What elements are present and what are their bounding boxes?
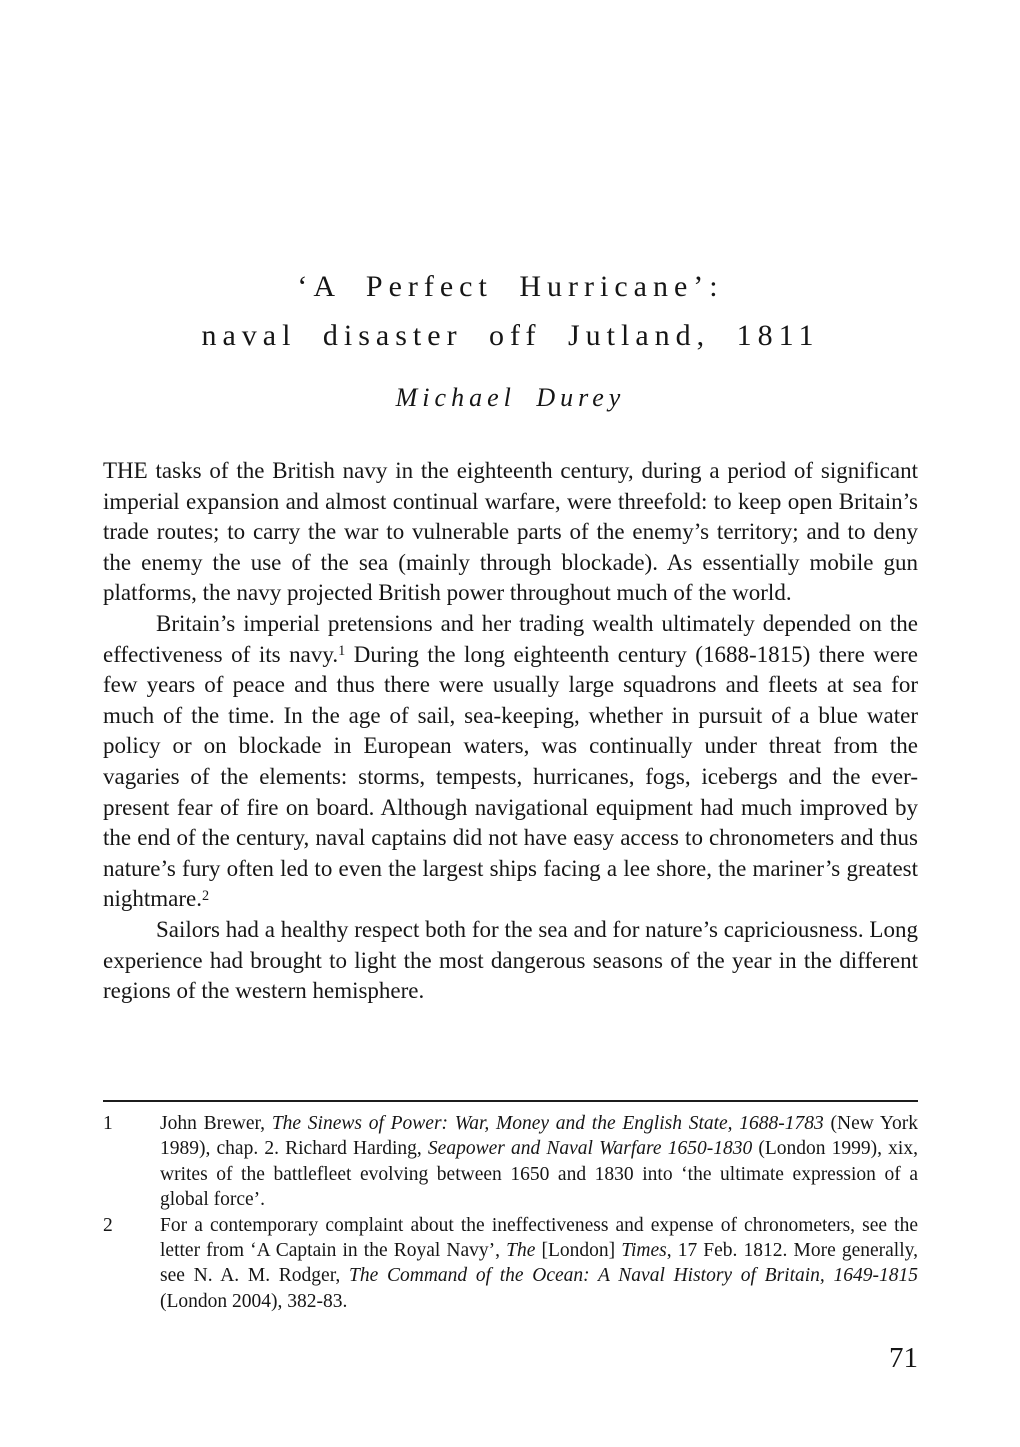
article-author: Michael Durey [395,383,626,412]
footnote-1-number: 1 [103,1113,113,1134]
footnote-1-seg4: (London 1999), xix, writes of the battlefleet evolving between 1650 and 1830 into ‘the ultimate expression of a global force’. [160,1138,918,1211]
footnote-ref-1: 1 [338,643,346,660]
article-title-line1: ‘A Perfect Hurricane’: [297,270,724,303]
footnote-2-seg2: [London] [535,1240,622,1262]
paragraph-2 [103,609,918,915]
paragraph-1-text: THE tasks of the British navy in the eighteenth century, during a period of significant imperial expansion and almost continual warfare, were threefold: to keep open Britain’s trade routes; to carry the war to vulnerable parts of the enemy’s territory; and to deny the enemy the use of the sea (mainly through blockade). As essentially mobile gun platforms, the navy projected British power throughout much of the world. [103,458,918,606]
footnote-item-1 [103,1111,918,1213]
paragraph-3-text: Sailors had a healthy respect both for the sea and for nature’s capriciousness. Long experience had brought to light the most dangerous seasons of the year in the different regions of the western hemisphere. [103,916,918,1004]
footnote-1-text [160,1111,918,1213]
article-title [103,262,918,360]
footnote-1-seg0: John Brewer, [160,1113,272,1134]
paragraph-1 [103,456,918,609]
footnote-2-seg6: (London 2004), 382-83. [160,1290,348,1312]
footnote-2-seg0: For a contemporary complaint about the ineffectiveness and expense of chronometers, see the letter from ‘A Captain in the Royal Navy’, [160,1214,918,1262]
page-number: 71 [889,1342,918,1374]
footnote-2-journal-the: The [506,1240,536,1262]
paragraph-2-text-b: During the long eighteenth century (1688-1815) there were few years of peace and thus there were usually large squadrons and fleets at sea for much of the time. In the age of sail, sea-keeping, whether in pursuit of a blue water policy or on blockade in European waters, was continually under threat from the vagaries of the elements: storms, tempests, hurricanes, fogs, icebergs and the ever-present fear of fire on board. Although navigational equipment had much improved by the end of the century, naval captains did not have easy access to chronometers and thus nature’s fury often led to even the largest ships facing a lee shore, the mariner’s greatest nightmare. [103,641,918,912]
footnote-2-book-title: The Command of the Ocean: A Naval History of Britain, 1649-1815 [349,1265,919,1287]
article-title-line2: naval disaster off Jutland, 1811 [201,319,820,352]
footnotes-section [103,1111,918,1314]
footnote-ref-2: 2 [202,887,210,904]
paragraph-3 [103,915,918,1007]
footnote-2-text [160,1213,918,1315]
footnote-item-2 [103,1213,918,1315]
footnote-1-book-title-1: The Sinews of Power: War, Money and the English State, 1688-1783 [271,1113,824,1134]
footnote-2-seg4: , 17 Feb. 1812. More generally, see N. A. M. Rodger, [160,1240,919,1287]
footnote-separator-rule [103,1100,918,1102]
paragraph-2-text-a: Britain’s imperial pretensions and her trading wealth ultimately depended on the effectiveness of its navy. [103,610,918,667]
article-body [103,456,918,1007]
footnote-1-seg2: (New York 1989), chap. 2. Richard Harding, [160,1113,918,1160]
footnote-1-book-title-2: Seapower and Naval Warfare 1650-1830 [427,1138,753,1160]
footnote-2-journal-times: Times [621,1240,667,1262]
footnote-2-number: 2 [103,1214,113,1236]
